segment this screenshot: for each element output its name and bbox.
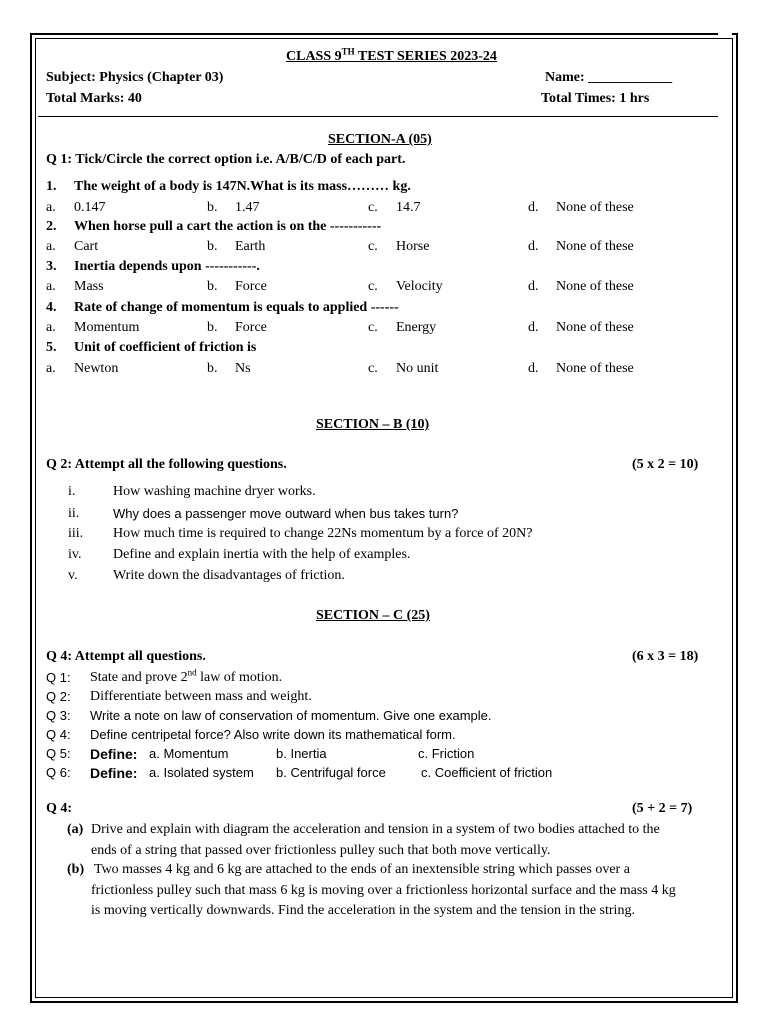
class-title: CLASS 9 xyxy=(286,49,342,64)
option-text: 0.147 xyxy=(74,200,106,215)
long-question-text: ends of a string that passed over frictionless pulley such that both move vertically. xyxy=(91,843,551,858)
option-text: None of these xyxy=(556,279,634,294)
total-marks: Total Marks: 40 xyxy=(46,91,142,106)
option-text: Earth xyxy=(235,239,266,254)
subject-label: Subject: Physics (Chapter 03) xyxy=(46,70,224,85)
option-text: Momentum xyxy=(74,320,140,335)
section-a-title: SECTION-A (05) xyxy=(328,132,432,147)
option-letter: b. xyxy=(207,279,218,294)
option-text: Ns xyxy=(235,361,251,376)
section-b-marks: (5 x 2 = 10) xyxy=(632,457,699,472)
header-divider xyxy=(38,116,718,117)
question-number: Q 4: xyxy=(46,727,71,742)
student-name-field: Name: ____________ xyxy=(545,70,673,85)
option-text: None of these xyxy=(556,320,634,335)
short-question: How much time is required to change 22Ns momentum by a force of 20N? xyxy=(113,526,533,541)
option-letter: d. xyxy=(528,200,539,215)
option-letter: a. xyxy=(46,361,56,376)
option-letter: c. xyxy=(368,239,378,254)
long-question-text: is moving vertically downwards. Find the acceleration in the system and the tension in the string. xyxy=(91,903,635,918)
define-term: b. Inertia xyxy=(276,746,327,761)
define-term: b. Centrifugal force xyxy=(276,765,386,780)
section-a-instruction: Q 1: Tick/Circle the correct option i.e. A/B/C/D of each part. xyxy=(46,152,406,167)
mcq-question: When horse pull a cart the action is on the ----------- xyxy=(74,219,382,234)
question-number: Q 2: xyxy=(46,689,71,704)
option-text: Energy xyxy=(396,320,437,335)
roman-numeral: i. xyxy=(68,484,76,499)
option-letter: d. xyxy=(528,320,539,335)
option-letter: a. xyxy=(46,279,56,294)
roman-numeral: ii. xyxy=(68,506,80,521)
short-question: Define and explain inertia with the help of examples. xyxy=(113,547,411,562)
total-time: Total Times: 1 hrs xyxy=(541,91,650,106)
define-term: c. Coefficient of friction xyxy=(421,765,553,780)
mcq-number: 1. xyxy=(46,179,57,194)
option-letter: d. xyxy=(528,361,539,376)
section-b-title: SECTION – B (10) xyxy=(316,417,430,432)
option-text: None of these xyxy=(556,361,634,376)
long-question-text: frictionless pulley such that mass 6 kg is moving over a frictionless horizontal surface and the mass 4 kg xyxy=(91,883,676,898)
question-number: Q 6: xyxy=(46,765,71,780)
option-text: Mass xyxy=(74,279,104,294)
mcq-number: 2. xyxy=(46,219,57,234)
option-letter: c. xyxy=(368,200,378,215)
option-text: Force xyxy=(235,320,267,335)
define-term: c. Friction xyxy=(418,746,475,761)
mcq-question: Unit of coefficient of friction is xyxy=(74,340,257,355)
long-question-text: Two masses 4 kg and 6 kg are attached to the ends of an inextensible string which passes over a xyxy=(94,862,630,877)
part-label: (a) xyxy=(67,822,84,837)
option-letter: b. xyxy=(207,320,218,335)
option-text: 14.7 xyxy=(396,200,421,215)
short-question: Differentiate between mass and weight. xyxy=(90,689,312,704)
define-label: Define: xyxy=(90,746,138,762)
long-question-marks: (5 + 2 = 7) xyxy=(632,801,693,816)
option-text: Force xyxy=(235,279,267,294)
section-c-marks: (6 x 3 = 18) xyxy=(632,649,699,664)
short-question: Why does a passenger move outward when bus takes turn? xyxy=(113,506,459,521)
option-letter: a. xyxy=(46,239,56,254)
short-question: Write down the disadvantages of friction. xyxy=(113,568,345,583)
short-question: Write a note on law of conservation of momentum. Give one example. xyxy=(90,708,492,723)
option-text: None of these xyxy=(556,239,634,254)
short-question: Define centripetal force? Also write down its mathematical form. xyxy=(90,727,456,742)
option-text: Cart xyxy=(74,239,99,254)
mcq-number: 3. xyxy=(46,259,57,274)
question-text: State and prove 2 xyxy=(90,670,188,685)
option-letter: d. xyxy=(528,279,539,294)
roman-numeral: v. xyxy=(68,568,78,583)
roman-numeral: iv. xyxy=(68,547,82,562)
question-number: Q 1: xyxy=(46,670,71,685)
exam-title xyxy=(286,48,497,66)
mcq-question: Rate of change of momentum is equals to applied ------ xyxy=(74,300,399,315)
option-text: Horse xyxy=(396,239,430,254)
question-text: law of motion. xyxy=(196,670,283,685)
mcq-question: The weight of a body is 147N.What is its mass……… kg. xyxy=(74,179,411,194)
long-question-title: Q 4: xyxy=(46,801,73,816)
short-question: How washing machine dryer works. xyxy=(113,484,316,499)
option-letter: c. xyxy=(368,279,378,294)
option-letter: c. xyxy=(368,361,378,376)
define-term: a. Momentum xyxy=(149,746,229,761)
option-text: 1.47 xyxy=(235,200,260,215)
option-letter: c. xyxy=(368,320,378,335)
roman-numeral: iii. xyxy=(68,526,84,541)
question-number: Q 3: xyxy=(46,708,71,723)
option-text: None of these xyxy=(556,200,634,215)
long-question-text: Drive and explain with diagram the acceleration and tension in a system of two bodies attached to the xyxy=(91,822,660,837)
class-superscript: TH xyxy=(341,46,355,57)
part-label: (b) xyxy=(67,862,85,877)
define-term: a. Isolated system xyxy=(149,765,254,780)
section-c-instruction: Q 4: Attempt all questions. xyxy=(46,649,206,664)
option-text: Newton xyxy=(74,361,119,376)
section-c-title: SECTION – C (25) xyxy=(316,608,430,623)
mcq-question: Inertia depends upon -----------. xyxy=(74,259,260,274)
option-letter: b. xyxy=(207,200,218,215)
option-letter: a. xyxy=(46,200,56,215)
series-title: TEST SERIES 2023-24 xyxy=(354,49,497,64)
option-text: Velocity xyxy=(396,279,443,294)
option-letter: b. xyxy=(207,239,218,254)
option-letter: a. xyxy=(46,320,56,335)
section-b-instruction: Q 2: Attempt all the following questions. xyxy=(46,457,287,472)
mcq-number: 4. xyxy=(46,300,57,315)
define-label: Define: xyxy=(90,765,138,781)
option-text: No unit xyxy=(396,361,439,376)
question-number: Q 5: xyxy=(46,746,71,761)
short-question xyxy=(90,669,282,687)
border-notch xyxy=(718,33,732,35)
ordinal-superscript: nd xyxy=(187,667,197,678)
mcq-number: 5. xyxy=(46,340,57,355)
option-letter: d. xyxy=(528,239,539,254)
option-letter: b. xyxy=(207,361,218,376)
